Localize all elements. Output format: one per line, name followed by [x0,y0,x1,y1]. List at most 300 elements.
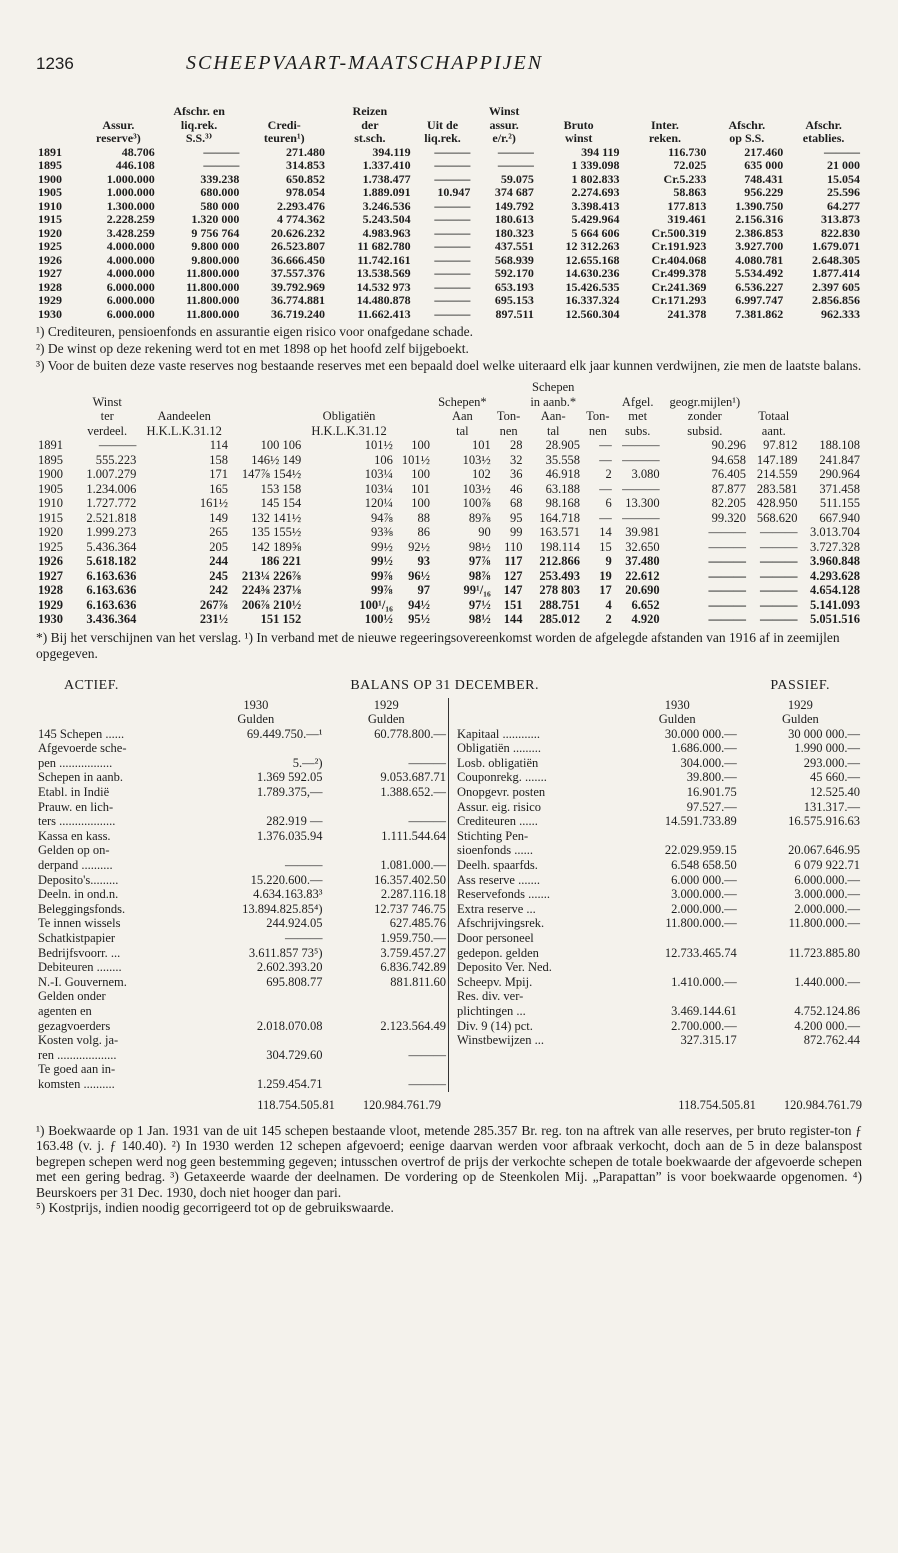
page-title: SCHEEPVAART-MAATSCHAPPIJEN [186,52,544,74]
column-header [303,395,395,410]
table-cell: ——— [434,252,471,267]
item-label: Beleggingsfonds. [38,901,126,916]
table-cell: Cr.499.378 [651,266,707,280]
item-value-1930: 2.018.070.08 [256,1018,323,1033]
table-cell: 6.997.747 [735,293,784,307]
column-header [395,424,432,439]
table-cell: ——— [760,612,798,626]
table-cell: ——— [203,144,240,159]
table-cell: 100 [411,438,430,452]
table-cell: 102 [472,467,491,481]
actief-item [36,800,448,815]
table-row [36,267,862,281]
item-value-1929 [325,1033,449,1048]
item-label: Afschrijvingsrek. [457,916,545,931]
table-cell: ——— [708,554,746,568]
column-header: Totaal [758,409,790,423]
table-cell: 99 [509,525,523,539]
actief-item [36,814,448,829]
table-cell: 17 [599,583,612,597]
column-header: in aanb.* [530,394,577,409]
passief-item [455,770,862,785]
table-row [36,159,862,173]
item-label: Res. div. ver- [457,989,524,1004]
item-value-1930: 15.220.600.— [250,872,323,887]
column-header [76,380,138,395]
item-value-1930: ——— [285,858,323,873]
table-cell: 32.650 [625,539,660,554]
table-cell: 161½ [199,496,229,510]
item-value-1930: 12.733.465.74 [664,945,737,960]
column-header: Afschr. en [173,104,225,118]
table-cell: 32 [509,452,523,467]
table-cell: 101 [411,481,430,496]
table-cell: 962.333 [821,306,860,321]
column-header: reserve³) [96,131,141,145]
table-cell: 568.939 [494,252,534,267]
financial-table [36,105,862,321]
table-cell: 95 [509,510,523,525]
column-header: tal [546,423,560,438]
table-cell: 97 [417,583,430,597]
column-header: Schepen [532,380,575,394]
table-cell: 278 803 [539,583,581,597]
item-value-1929: 1.990 000.— [794,741,860,756]
item-value-1930 [187,1033,324,1048]
item-value-1929: 2.123.564.49 [380,1018,446,1033]
table-cell: 48.706 [121,144,155,159]
table-cell: 28.905 [545,438,581,452]
actief-item [36,741,448,756]
passief-year-1930: 1930 [664,697,690,712]
table-cell: 12.560.304 [565,306,620,321]
item-value-1929: 6.836.742.89 [380,960,446,975]
column-header [413,105,473,119]
item-label: Obligatiën ......... [457,741,542,756]
item-value-1930: 1.686.000.— [671,741,737,756]
table-cell: 153 158 [260,481,302,496]
footnotes-financial [36,324,862,374]
header-row [36,380,862,395]
table-cell: 653.193 [494,279,534,294]
column-header: zonder [687,409,722,423]
table-cell: 26.523.807 [271,239,326,253]
row-year: 1915 [38,212,62,226]
column-header [138,380,230,395]
table-cell: 231½ [199,612,229,626]
table-cell: 97½ [468,597,491,612]
column-header: met [628,409,648,423]
column-header [395,409,432,424]
item-value-1930 [187,1004,324,1019]
table-cell: 37.557.376 [271,266,326,280]
table-cell: ——— [708,525,746,539]
table-cell: 98½ [468,612,491,626]
table-cell: 135 155½ [251,525,302,539]
actief-item [36,1048,448,1063]
table-cell: 6.000.000 [106,279,155,294]
item-label: Afgevoerde sche- [38,741,127,756]
item-label: Door personeel [457,931,534,945]
header-row [36,119,862,133]
table-row [36,482,862,497]
item-label: Schepen in aanb. [38,770,124,785]
actief-item [36,975,448,990]
table-cell: 374 687 [494,185,534,199]
column-header: winst [565,131,593,145]
table-cell: 6.163.636 [86,568,137,583]
column-header: e/r.²) [492,131,516,145]
passief-unit-1929: Gulden [781,712,819,727]
item-value-1930: 30.000 000.— [664,726,737,741]
table-cell: 35.558 [545,452,581,467]
actief-item [36,946,448,961]
table-cell: 6.536.227 [735,279,784,294]
item-value-1929: 1.440.000.— [794,974,860,989]
column-header [708,105,785,119]
row-year: 1891 [38,144,62,159]
table-cell: 4.000.000 [106,239,155,253]
table-cell: 2.156.316 [735,212,784,226]
table-cell: 94.658 [711,452,746,467]
table-cell: 1.000.000 [106,185,155,199]
item-value-1930: 69.449.750.—¹ [246,726,323,741]
column-header: aant. [761,423,786,438]
table-cell: 12 312.263 [565,239,620,253]
table-cell: 198.114 [539,539,581,554]
table-cell: 6.000.000 [106,293,155,307]
actief-item [36,727,448,742]
table-cell: 158 [209,452,229,467]
item-value-1930: 22.029.959.15 [664,843,737,858]
table-cell: 11.662.413 [357,306,411,321]
item-label: 145 Schepen ...... [38,726,125,741]
item-label: Gelden onder [38,989,106,1004]
table-cell: 99½ [371,554,393,568]
column-header: Afgel. [621,394,654,409]
table-cell: 283.581 [756,481,798,496]
table-cell: 9.800.000 [191,252,240,267]
table-cell: 151 152 [260,612,302,626]
row-year: 1915 [38,510,63,525]
item-label: komsten .......... [38,1076,115,1091]
column-header: Assur. [102,117,135,132]
table-row [36,569,862,584]
table-cell: 319.461 [667,212,707,226]
table-cell: 171 [209,467,229,481]
item-label: Crediteuren ...... [457,814,538,829]
table-cell: 37.480 [625,554,660,568]
actief-column [36,698,448,1092]
actief-item [36,916,448,931]
actief-item [36,1077,448,1092]
table-cell: 592.170 [494,266,534,280]
table-cell: 4.080.781 [735,252,784,267]
table-cell: 9.800 000 [191,239,240,253]
item-value-1929: 12.525.40 [810,785,860,800]
footnote: ²) De winst op deze rekening werd tot en met 1898 op het hoofd zelf bijgeboekt. [36,341,469,356]
table-cell: ——— [434,239,471,253]
table-cell: 371.458 [819,481,860,496]
row-year: 1929 [38,293,62,307]
item-value-1929: 11.800.000.— [788,916,860,931]
column-header: S.S.³⁾ [185,131,213,145]
note-paragraph: ¹) Boekwaarde op 1 Jan. 1931 van de uit 145 schepen bestaande vloot, metende 285.357 Br. reg. ton na aftrek van alle reserves, per bruto register-ton ƒ 163.48 (v. j. ƒ 140.40). ²) In 1930 werden 12 schepen afgevoerd; eenige daarvan werden voor afbraak verkocht, doch aan de 5 in deze balanspost begrepen schepen werd nog geen bestemming gegeven; intusschen overtrof de prijs der verkochte schepen de totale boekwaarde der afgevoerde schepen met een gering bedrag. ³) Getaxeerde waarde der deelnamen. De vordering op de Steenkolen Mij. „Parapattan” is voor boekwaarde opgenomen. ⁴) Beurskoers per 31 Dec. 1930, doch niet hooger dan pari. [36,1122,862,1200]
item-value-1930: 4.634.163.83³ [253,887,323,902]
page-number: 1236 [36,54,74,73]
passief-item [455,829,862,844]
table-cell: 5.534.492 [735,266,784,280]
column-header: tal [456,423,469,438]
table-cell: 3.727.328 [810,539,860,554]
table-cell: 164.718 [539,510,581,525]
column-header: liq.rek. [180,117,218,132]
table-row [36,511,862,526]
column-header [493,395,525,410]
table-cell: 6 [605,496,612,510]
item-value-1929: 627.485.76 [389,916,446,931]
table-cell: 36 [509,467,523,481]
passief-item [455,916,862,931]
item-value-1930: 2.700.000.— [671,1018,737,1033]
item-label: N.-I. Gouvernem. [38,974,127,989]
table-cell: 217.460 [744,144,784,159]
table-cell: ——— [622,438,660,452]
column-header [785,105,862,119]
table-cell: 97.812 [763,438,798,452]
actief-item [36,1019,448,1034]
table-cell: 1.679.071 [812,239,860,253]
passief-item [455,756,862,771]
table-cell: 86 [417,525,430,539]
table-cell: 120¼ [364,496,393,510]
item-value-1930: 695.808.77 [266,974,323,989]
item-label: Assur. eig. risico [457,799,542,814]
table-cell: 46.918 [545,467,581,481]
item-label: gezagvoerders [38,1018,111,1033]
table-cell: 146½ 149 [251,452,302,467]
table-row [36,467,862,482]
table-cell: 244 [209,554,229,568]
table-row [36,227,862,241]
item-label: Bedrijfsvoorr. ... [38,945,121,960]
table-row [36,308,862,322]
table-cell: 241.378 [667,306,707,321]
passief-label: PASSIEF. [770,677,830,693]
balance-notes [36,1123,862,1216]
column-header: op S.S. [729,131,765,145]
table-cell: ——— [497,158,534,172]
table-cell: 11.742.161 [357,252,411,267]
column-header [432,380,493,395]
table-cell: 82.205 [711,496,746,510]
passief-item [455,989,862,1004]
table-row [36,540,862,555]
table-cell: 1.000.000 [106,171,155,186]
table-cell: 92½ [408,539,430,554]
table-cell: 313.873 [821,212,860,226]
item-value-1930: 97.527.— [686,799,737,814]
table-cell: — [599,481,612,496]
column-header: H.K.L.K.31.12 [146,423,222,438]
table-cell: 3.428.259 [106,225,155,240]
row-year: 1929 [38,597,63,612]
table-cell: 1.999.273 [86,525,137,539]
table-cell: 5.436.364 [86,539,137,554]
actief-item [36,829,448,844]
table-cell: ——— [434,158,471,172]
table-cell: ——— [760,554,798,568]
table-cell: 100½ [364,612,393,626]
item-value-1929: 20.067.646.95 [788,843,860,858]
column-header [230,409,303,424]
item-value-1930: 11.800.000.— [665,916,737,931]
item-label: Stichting Pen- [457,828,529,843]
item-value-1930: 304.000.— [680,755,737,770]
table-cell: 3.436.364 [86,612,137,626]
table-cell: 20.690 [625,583,660,597]
table-row [36,554,862,569]
table-row [36,438,862,453]
table-cell: 1.234.006 [86,481,137,496]
table-cell: 101½ [401,452,430,467]
table-cell: 695.153 [494,293,534,307]
item-value-1930: 13.894.825.85⁴) [242,901,323,916]
item-value-1929: 45 660.— [810,770,860,785]
table-cell: 14 [599,525,612,539]
table-cell: 14.630.236 [565,266,620,280]
item-value-1930 [187,989,324,1004]
passief-item [455,800,862,815]
table-cell: 58.863 [673,185,707,199]
table-cell: 165 [209,481,229,496]
table-row [36,583,862,598]
item-label: Te innen wissels [38,916,121,931]
balance-heading [36,678,862,694]
item-label: Kosten volg. ja- [38,1033,119,1048]
table-cell: 25.596 [827,185,860,199]
item-value-1929 [739,931,862,946]
table-row [36,146,862,160]
table-cell: 39.981 [625,525,660,539]
note-paragraph: ⁵) Kostprijs, indien noodig gecorrigeerd tot op de gebruikswaarde. [36,1200,394,1216]
table-cell: 428.950 [756,496,798,510]
total-actief-1929: 120.984.761.79 [362,1097,441,1112]
item-label: sioenfonds ...... [457,843,534,858]
row-year: 1910 [38,198,62,213]
item-value-1930: 2.602.393.20 [256,960,323,975]
column-header: teuren¹) [263,131,305,145]
table-cell: ——— [708,583,746,597]
total-passief-1930: 118.754.505.81 [678,1097,756,1112]
column-header [230,395,303,410]
table-cell: ——— [622,481,660,496]
table-cell: 446.108 [115,158,155,172]
item-label: Scheepv. Mpij. [457,974,533,989]
table-cell: 188.108 [819,438,860,452]
table-cell: — [599,438,612,452]
table-cell: ——— [434,266,471,280]
table-cell: 11.800.000 [186,266,240,280]
column-header [748,395,800,410]
header-row [36,424,862,439]
table-cell: 437.551 [494,239,534,253]
table-cell: 2.386.853 [735,225,784,240]
row-year: 1920 [38,525,63,539]
table-cell: 103½ [462,481,491,496]
table-cell: 1.727.772 [86,496,137,510]
table-cell: 99⅞ [371,568,393,583]
passief-item [455,946,862,961]
balance-totals [36,1098,862,1113]
column-header [36,380,76,395]
table-cell: Cr.5.233 [663,171,707,186]
table-cell: 63.188 [545,481,581,496]
row-year: 1905 [38,481,63,496]
table-cell: 103½ [462,452,491,467]
table-cell: 72.025 [673,158,707,172]
item-value-1929: 881.811.60 [390,974,446,989]
column-header: Inter. [651,117,679,132]
item-label: Winstbewijzen ... [457,1033,544,1048]
table-cell: 245 [209,568,229,583]
table-cell: 4.000.000 [106,266,155,280]
table-cell: 46 [509,481,523,496]
table-cell: 4.654.128 [810,583,860,597]
table-cell: 11 682.780 [357,239,411,253]
table-cell: ——— [760,525,798,539]
table-row [36,525,862,540]
table-cell: 9 [605,554,612,568]
table-cell: ——— [98,438,137,452]
actief-item [36,960,448,975]
table-cell: ——— [708,612,746,626]
table-cell: ——— [434,306,471,321]
item-value-1930: 14.591.733.89 [664,814,737,829]
actief-item [36,770,448,785]
passief-item [455,814,862,829]
actief-item [36,843,448,858]
item-label: Reservefonds ....... [457,887,551,902]
item-value-1929 [739,960,862,975]
table-cell: 5.243.504 [362,212,411,226]
table-cell: 99½ [371,539,393,554]
table-cell: 99.320 [711,510,746,525]
item-value-1929 [739,989,862,1004]
table-cell: ——— [434,225,471,240]
row-year: 1905 [38,185,62,199]
column-header: subs. [624,423,651,438]
actief-item [36,858,448,873]
column-header: Aandeelen [157,409,211,423]
table-cell: 68 [509,496,523,510]
table-cell: 1.337.410 [362,158,411,172]
table-cell: 6.000.000 [106,306,155,321]
table-cell: 5.429.964 [571,212,620,226]
table-cell: 94½ [408,597,430,612]
column-header [241,105,327,119]
table-cell: 956.229 [744,185,784,199]
table-cell: 142 189⅝ [251,539,302,554]
table-cell: — [599,510,612,525]
column-header [230,380,303,395]
table-cell: 3.927.700 [735,239,784,253]
table-cell: 177.813 [667,198,707,213]
table-cell: ——— [760,583,798,597]
item-value-1929 [325,989,449,1004]
item-value-1929: 11.723.885.80 [788,945,860,960]
actief-year-1930: 1930 [243,697,269,712]
